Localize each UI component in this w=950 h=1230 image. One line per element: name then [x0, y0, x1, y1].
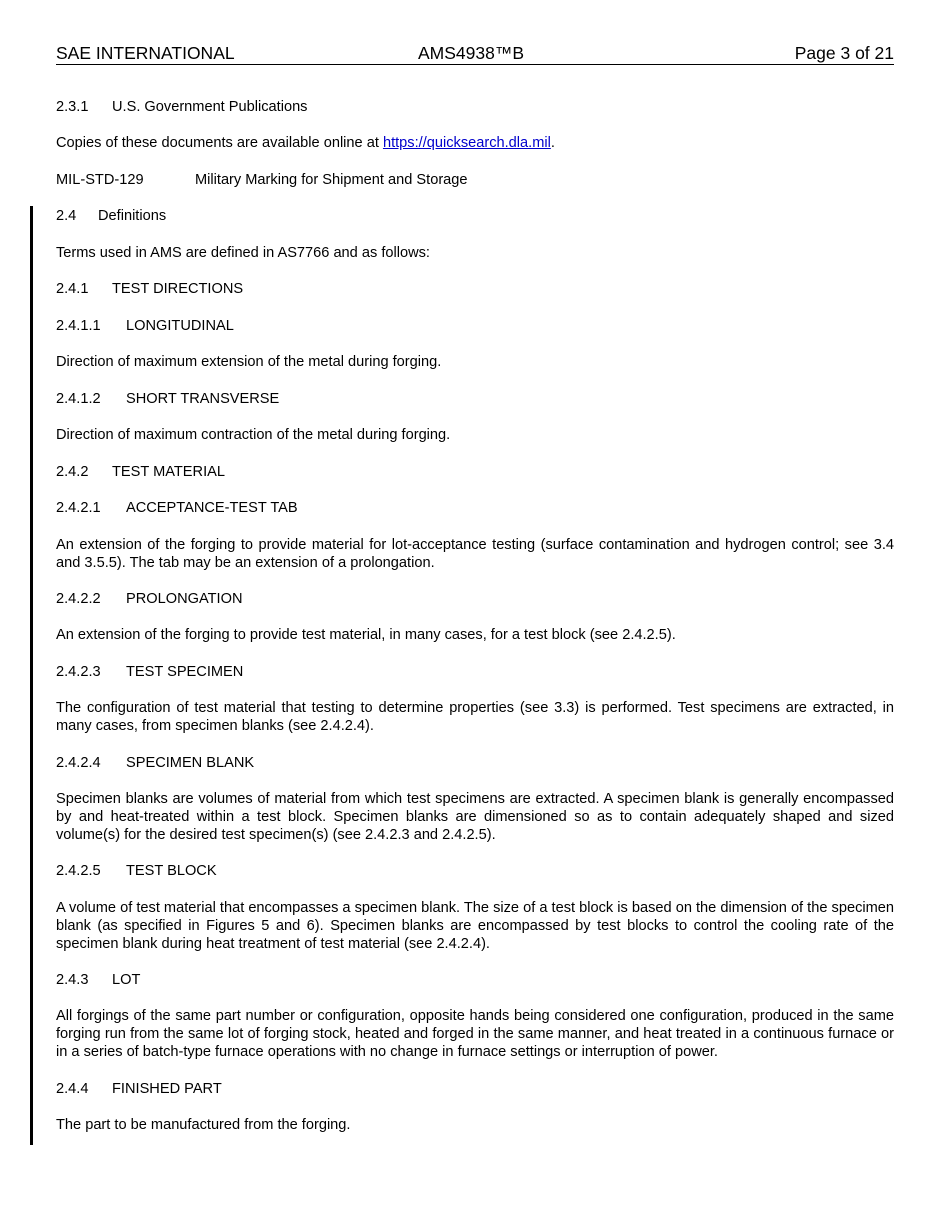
heading-2-4-2-2: [56, 590, 894, 608]
heading-2-4: [56, 207, 894, 225]
section-title: SHORT TRANSVERSE: [126, 391, 280, 407]
short-transverse-definition: Direction of maximum contraction of the metal during forging.: [56, 427, 451, 443]
section-number: 2.4.1.2: [56, 391, 101, 407]
section-number: 2.4.1: [56, 281, 89, 297]
specimen-blank-definition: Specimen blanks are volumes of material from which test specimens are extracted. A specimen blank is generally encompassed by and heat-treated within a test block. Specimen blanks are dimensioned so as to contain adequately shaped and sized volume(s) for the desired test specimen(s) (see 2.4.2.3 and 2.4.2.5).: [56, 791, 894, 843]
copies-text: Copies of these documents are available online at: [56, 135, 383, 151]
section-title: TEST BLOCK: [126, 863, 217, 879]
section-title: LOT: [112, 972, 141, 988]
heading-2-4-1-1: [56, 317, 894, 335]
section-number: 2.4.2.4: [56, 755, 101, 771]
heading-2-4-2-4: [56, 754, 894, 772]
section-title: Definitions: [98, 208, 167, 224]
lot-definition: All forgings of the same part number or configuration, opposite hands being considered one configuration, produced in the same forging run from the same lot of forging stock, heated and forged in the same manner, and heat treated in a continuous furnace or in a series of batch-type furnace operations with no change in furnace settings or interruption of power.: [56, 1008, 894, 1060]
header-org: SAE INTERNATIONAL: [56, 43, 235, 63]
section-number: 2.4.3: [56, 972, 89, 988]
section-title: SPECIMEN BLANK: [126, 755, 255, 771]
test-block-definition: A volume of test material that encompasses a specimen blank. The size of a test block is based on the dimension of the specimen blank (as specified in Figures 5 and 6). Specimen blanks are encompassed by test blocks to control the cooling rate of the specimen blank during heat treatment of test material (see 2.4.2.4).: [56, 900, 894, 952]
header-page-number: Page 3 of 21: [794, 43, 894, 63]
section-title: TEST SPECIMEN: [126, 664, 244, 680]
section-number: 2.4: [56, 208, 77, 224]
heading-2-4-1: [56, 280, 894, 298]
acceptance-test-tab-definition: An extension of the forging to provide material for lot-acceptance testing (surface contamination and hydrogen control; see 3.4 and 3.5.5). The tab may be an extension of a prolongation.: [56, 537, 894, 571]
test-specimen-definition: The configuration of test material that testing to determine properties (see 3.3) is performed. Test specimens are extracted, in many cases, from specimen blanks (see 2.4.2.4).: [56, 700, 894, 734]
definitions-intro: Terms used in AMS are defined in AS7766 and as follows:: [56, 245, 430, 261]
header-doc-id: AMS4938™B: [418, 43, 525, 63]
section-title: TEST DIRECTIONS: [112, 281, 244, 297]
section-number: 2.4.2: [56, 464, 89, 480]
section-number: 2.4.2.5: [56, 863, 101, 879]
reference-code: MIL-STD-129: [56, 172, 144, 188]
heading-2-4-2-5: [56, 862, 894, 880]
revision-change-bar: [30, 206, 33, 1145]
quicksearch-link[interactable]: https://quicksearch.dla.mil: [382, 135, 551, 151]
section-title: ACCEPTANCE-TEST TAB: [126, 500, 298, 516]
reference-mil-std-129: [56, 171, 894, 189]
section-number: 2.4.2.3: [56, 664, 101, 680]
section-number: 2.4.4: [56, 1081, 89, 1097]
section-title: PROLONGATION: [126, 591, 243, 607]
copies-end: .: [550, 135, 555, 151]
finished-part-definition: The part to be manufactured from the forging.: [56, 1117, 351, 1133]
section-title: FINISHED PART: [112, 1081, 222, 1097]
heading-2-4-3: [56, 971, 894, 989]
section-number: 2.4.2.1: [56, 500, 101, 516]
section-number: 2.4.1.1: [56, 318, 101, 334]
page-header: [56, 44, 894, 65]
prolongation-definition: An extension of the forging to provide test material, in many cases, for a test block (see 2.4.2.5).: [56, 627, 676, 643]
heading-2-4-4: [56, 1080, 894, 1098]
copies-paragraph: [56, 134, 894, 152]
heading-2-4-2-3: [56, 663, 894, 681]
section-number: 2.3.1: [56, 99, 89, 115]
longitudinal-definition: Direction of maximum extension of the metal during forging.: [56, 354, 442, 370]
heading-2-4-1-2: [56, 390, 894, 408]
section-title: TEST MATERIAL: [112, 464, 225, 480]
section-title: U.S. Government Publications: [112, 99, 308, 115]
heading-2-4-2-1: [56, 499, 894, 517]
heading-2-3-1: [56, 98, 894, 116]
reference-title: Military Marking for Shipment and Storage: [195, 172, 468, 188]
section-number: 2.4.2.2: [56, 591, 101, 607]
heading-2-4-2: [56, 463, 894, 481]
section-title: LONGITUDINAL: [126, 318, 234, 334]
